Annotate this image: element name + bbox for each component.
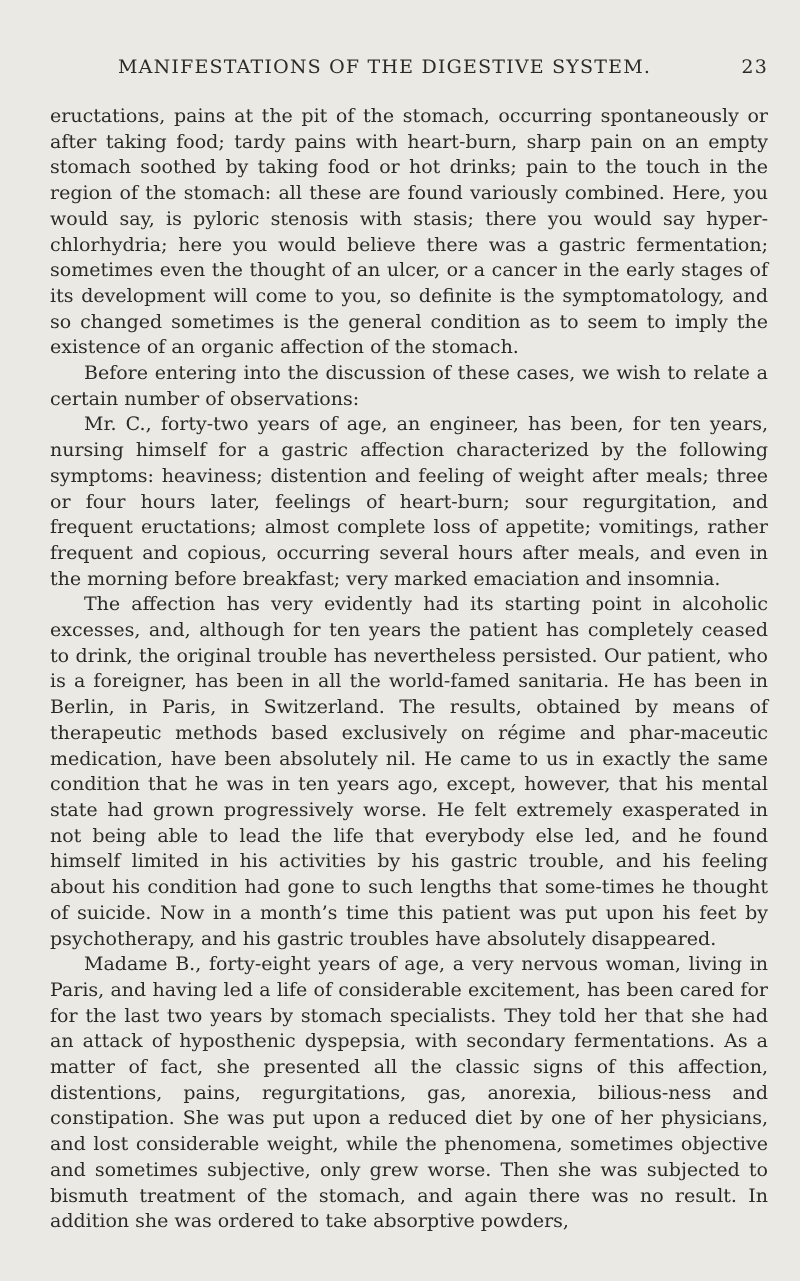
paragraph-observations-intro: Before entering into the discussion of these cases, we wish to relate a certain number of observations: [50, 362, 768, 410]
running-title: MANIFESTATIONS OF THE DIGESTIVE SYSTEM. [118, 56, 652, 78]
paragraph-case-mr-c-outcome: The affection has very evidently had its starting point in alcoholic excesses, and, although for ten years the patient has completely ceased to drink, the original trouble has nevertheless persisted. Our patient, who is a foreigner, has been in all the world-famed sanitaria. He has been in Berlin, in Paris, in Switzerland. The results, obtained by means of therapeutic methods based exclusively on régime and phar-maceutic medication, have been absolutely nil. He came to us in exactly the same condition that he was in ten years ago, except, however, that his mental state had grown progressively worse. He felt extremely exasperated in not being able to lead the life that everybody else led, and he found himself limited in his activities by his gastric trouble, and his feeling about his condition had gone to such lengths that some-times he thought of suicide. Now in a month’s time this patient was put upon his feet by psychotherapy, and his gastric troubles have absolutely disappeared. [50, 593, 768, 950]
body-text [50, 104, 768, 1235]
running-head [118, 56, 768, 84]
paragraph-case-mr-c: Mr. C., forty-two years of age, an engineer, has been, for ten years, nursing himself for a gastric affection characterized by the following symptoms: heaviness; distention and feeling of weight after meals; three or four hours later, feelings of heart-burn; sour regurgitation, and frequent eructations; almost complete loss of appetite; vomitings, rather frequent and copious, occurring several hours after meals, and even in the morning before breakfast; very marked emaciation and insomnia. [50, 413, 768, 590]
page-number: 23 [741, 56, 768, 78]
paragraph-continuation: eructations, pains at the pit of the stomach, occurring spontaneously or after taking food; tardy pains with heart-burn, sharp pain on an empty stomach soothed by taking food or hot drinks; pain to the touch in the region of the stomach: all these are found variously combined. Here, you would say, is pyloric stenosis with stasis; there you would say hyper-chlorhydria; here you would believe there was a gastric fermentation; sometimes even the thought of an ulcer, or a cancer in the early stages of its development will come to you, so definite is the symptomatology, and so changed sometimes is the general condition as to seem to imply the existence of an organic affection of the stomach. [50, 105, 768, 359]
paragraph-case-madame-b: Madame B., forty-eight years of age, a very nervous woman, living in Paris, and having led a life of considerable excitement, has been cared for for the last two years by stomach specialists. They told her that she had an attack of hyposthenic dyspepsia, with secondary fermentations. As a matter of fact, she presented all the classic signs of this affection, distentions, pains, regurgitations, gas, anorexia, bilious-ness and constipation. She was put upon a reduced diet by one of her physicians, and lost considerable weight, while the phenomena, sometimes objective and sometimes subjective, only grew worse. Then she was subjected to bismuth treatment of the stomach, and again there was no result. In addition she was ordered to take absorptive powders, [50, 953, 768, 1233]
